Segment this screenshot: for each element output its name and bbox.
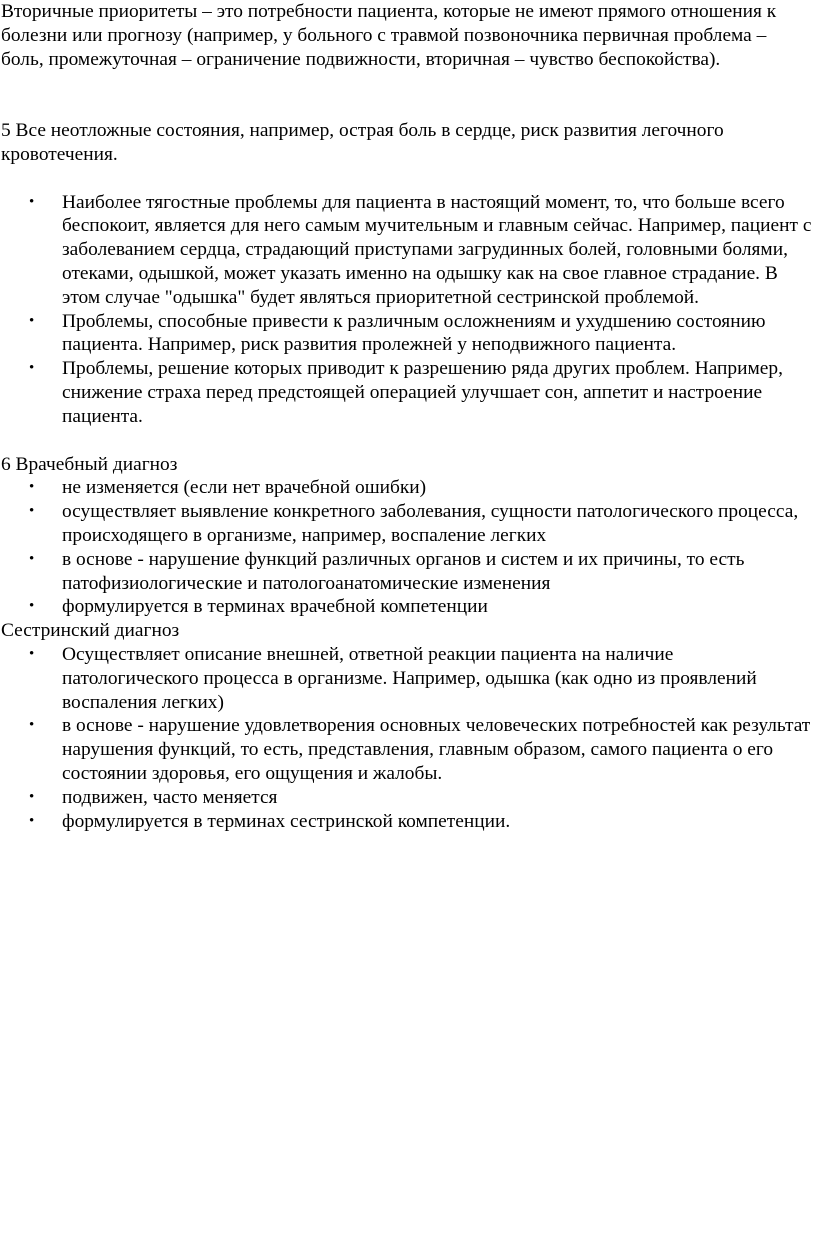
bullet-icon: •: [29, 550, 35, 567]
list-item: [0, 595, 816, 619]
bullet-icon: •: [29, 360, 35, 377]
list-item-text: Проблемы, способные привести к различным осложнениям и ухудшению состоянию пациента. Например, риск развития пролежней у неподвижного пациента.: [62, 310, 766, 356]
list-item-text: не изменяется (если нет врачебной ошибки): [62, 477, 427, 499]
list-item: [0, 310, 816, 358]
list-item-text: подвижен, часто меняется: [62, 786, 278, 808]
bullet-icon: •: [29, 503, 35, 520]
intro-paragraph: Вторичные приоритеты – это потребности пациента, которые не имеют прямого отношения к болезни или прогнозу (например, у больного с травмой позвоночника первичная проблема – боль, промежуточная – ограничение подвижности, вторичная – чувство беспокойства).: [1, 1, 777, 70]
list-item: [0, 357, 816, 428]
priority-list: [0, 191, 816, 429]
list-item: [0, 714, 816, 785]
list-item: [0, 810, 816, 834]
bullet-icon: •: [29, 312, 35, 329]
bullet-icon: •: [29, 645, 35, 662]
bullet-icon: •: [29, 812, 35, 829]
bullet-icon: •: [29, 193, 35, 210]
list-item-text: Наиболее тягостные проблемы для пациента в настоящий момент, то, что больше всего беспокоит, является для него самым мучительным и главным сейчас. Например, пациент с заболеванием сердца, страдающий приступами загрудинных болей, головными болями, отеками, одышкой, может указать именно на одышку как на свое главное страдание. В этом случае "одышка" будет являться приоритетной сестринской проблемой.: [62, 191, 812, 308]
nursing-diagnosis-heading: Сестринский диагноз: [1, 620, 180, 642]
list-item-text: формулируется в терминах врачебной компетенции: [62, 596, 488, 618]
bullet-icon: •: [29, 717, 35, 734]
list-item: [0, 643, 816, 714]
list-item-text: в основе - нарушение функций различных органов и систем и их причины, то есть патофизиологические и патологоанатомические изменения: [62, 548, 745, 594]
point-5-paragraph: 5 Все неотложные состояния, например, острая боль в сердце, риск развития легочного кровотечения.: [1, 120, 724, 165]
bullet-icon: •: [29, 479, 35, 496]
bullet-icon: •: [29, 788, 35, 805]
list-item: [0, 476, 816, 500]
medical-diagnosis-heading: 6 Врачебный диагноз: [1, 453, 178, 475]
list-item: [0, 191, 816, 310]
medical-diagnosis-list: [0, 476, 816, 619]
bullet-icon: •: [29, 598, 35, 615]
list-item-text: Проблемы, решение которых приводит к разрешению ряда других проблем. Например, снижение страха перед предстоящей операцией улучшает сон, аппетит и настроение пациента.: [62, 358, 783, 427]
nursing-diagnosis-list: [0, 643, 816, 833]
list-item: [0, 548, 816, 596]
list-item: [0, 500, 816, 548]
list-item: [0, 786, 816, 810]
list-item-text: в основе - нарушение удовлетворения основных человеческих потребностей как результат нарушения функций, то есть, представления, главным образом, самого пациента о его состоянии здоровья, его ощущения и жалобы.: [62, 715, 811, 784]
list-item-text: Осуществляет описание внешней, ответной реакции пациента на наличие патологического процесса в организме. Например, одышка (как одно из проявлений воспаления легких): [62, 643, 757, 713]
list-item-text: осуществляет выявление конкретного заболевания, сущности патологического процесса, происходящего в организме, например, воспаление легких: [62, 501, 799, 546]
list-item-text: формулируется в терминах сестринской компетенции.: [62, 810, 511, 832]
